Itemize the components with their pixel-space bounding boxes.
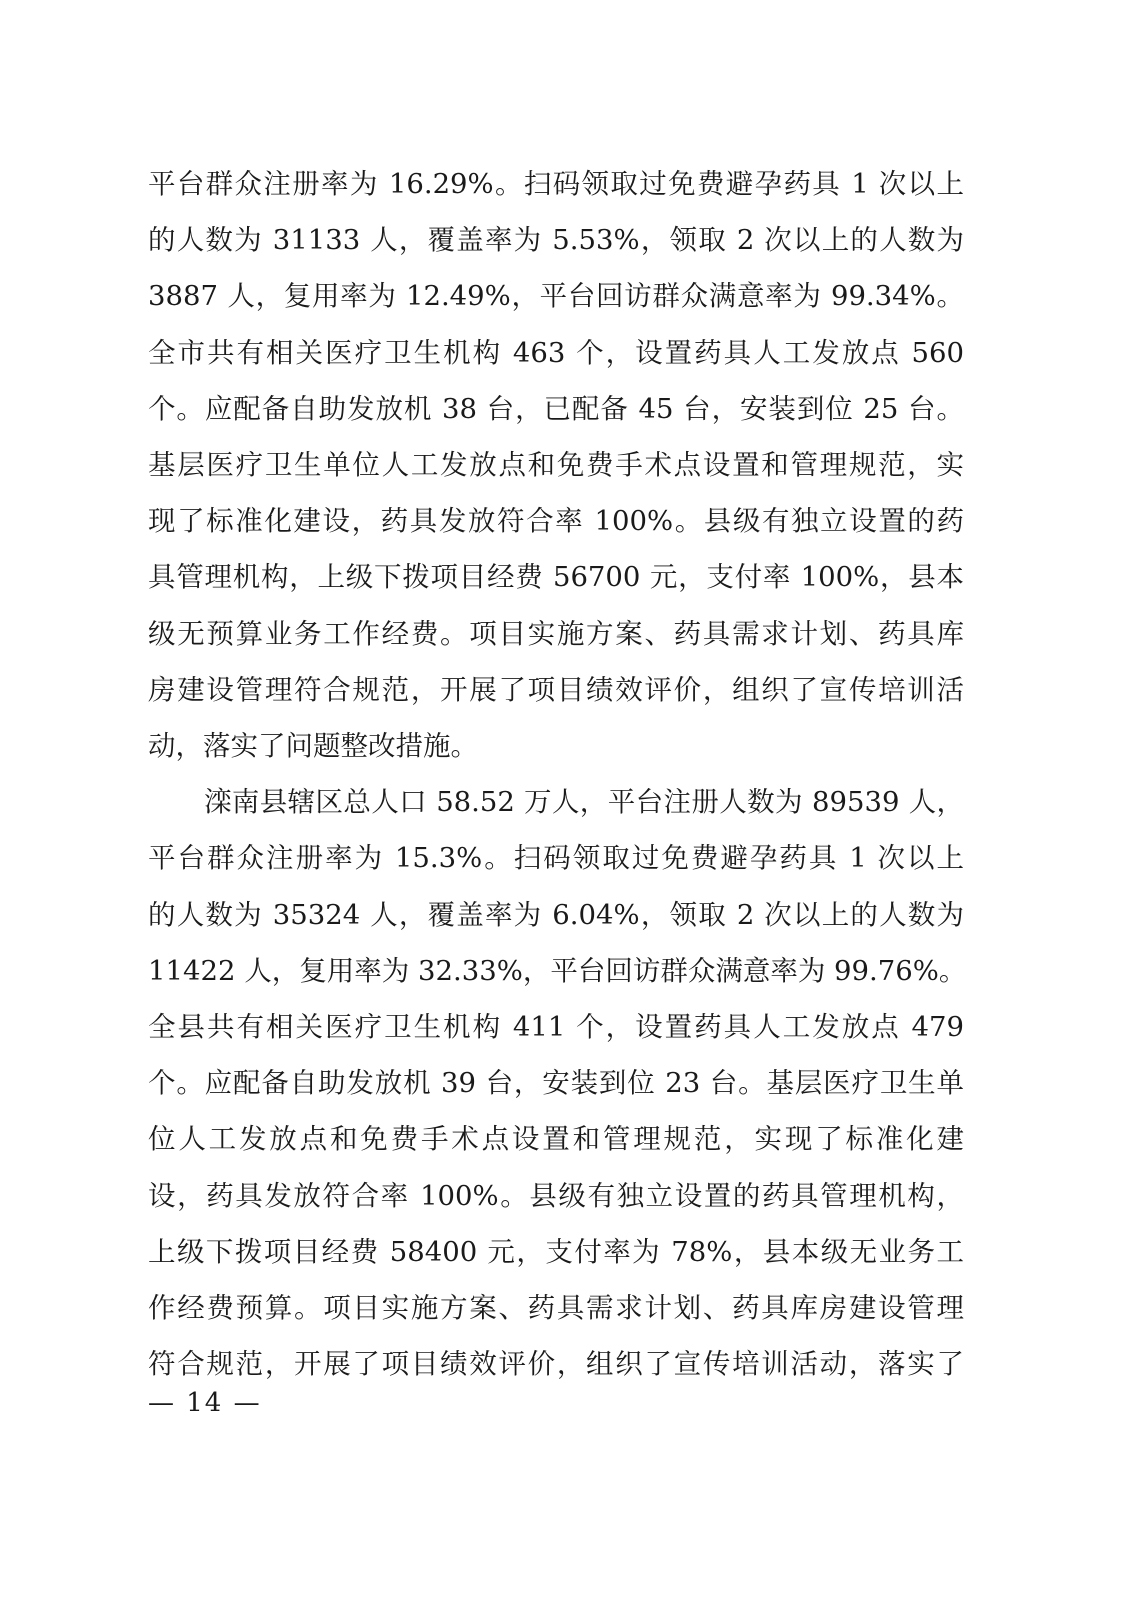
paragraph-line: 上级下拨项目经费 58400 元，支付率为 78%，县本级无业务工 <box>148 1235 964 1268</box>
paragraph-line: 作经费预算。项目实施方案、药具需求计划、药具库房建设管理 <box>148 1292 964 1324</box>
paragraph-line: 符合规范，开展了项目绩效评价，组织了宣传培训活动，落实了 <box>148 1348 964 1381</box>
paragraph-line: 设，药具发放符合率 100%。县级有独立设置的药具管理机构， <box>148 1179 964 1212</box>
paragraph-line: 个。应配备自助发放机 38 台，已配备 45 台，安装到位 25 台。 <box>148 392 964 425</box>
paragraph-line: 基层医疗卫生单位人工发放点和免费手术点设置和管理规范，实 <box>148 449 964 481</box>
paragraph-line: 11422 人，复用率为 32.33%，平台回访群众满意率为 99.76%。 <box>148 954 967 987</box>
paragraph-line: 级无预算业务工作经费。项目实施方案、药具需求计划、药具库 <box>148 617 964 650</box>
paragraph-line: 全县共有相关医疗卫生机构 411 个，设置药具人工发放点 479 <box>148 1011 964 1043</box>
paragraph-line: 平台群众注册率为 15.3%。扫码领取过免费避孕药具 1 次以上 <box>148 842 964 875</box>
paragraph-line: 现了标准化建设，药具发放符合率 100%。县级有独立设置的药 <box>148 505 964 538</box>
paragraph-line: 平台群众注册率为 16.29%。扫码领取过免费避孕药具 1 次以上 <box>148 168 964 200</box>
paragraph-line: 动，落实了问题整改措施。 <box>148 730 478 762</box>
paragraph-line: 全市共有相关医疗卫生机构 463 个，设置药具人工发放点 560 <box>148 336 964 369</box>
paragraph-line: 3887 人，复用率为 12.49%，平台回访群众满意率为 99.34%。 <box>148 280 964 313</box>
paragraph-line: 滦南县辖区总人口 58.52 万人，平台注册人数为 89539 人， <box>204 786 964 819</box>
paragraph-line: 具管理机构，上级下拨项目经费 56700 元，支付率 100%，县本 <box>148 561 964 594</box>
paragraph-line: 的人数为 35324 人，覆盖率为 6.04%，领取 2 次以上的人数为 <box>148 898 964 931</box>
paragraph-line: 个。应配备自助发放机 39 台，安装到位 23 台。基层医疗卫生单 <box>148 1067 964 1100</box>
paragraph-line: 位人工发放点和免费手术点设置和管理规范，实现了标准化建 <box>148 1123 964 1156</box>
page-number: — 14 — <box>148 1388 262 1418</box>
paragraph-line: 房建设管理符合规范，开展了项目绩效评价，组织了宣传培训活 <box>148 673 964 706</box>
paragraph-line: 的人数为 31133 人，覆盖率为 5.53%，领取 2 次以上的人数为 <box>148 224 964 257</box>
